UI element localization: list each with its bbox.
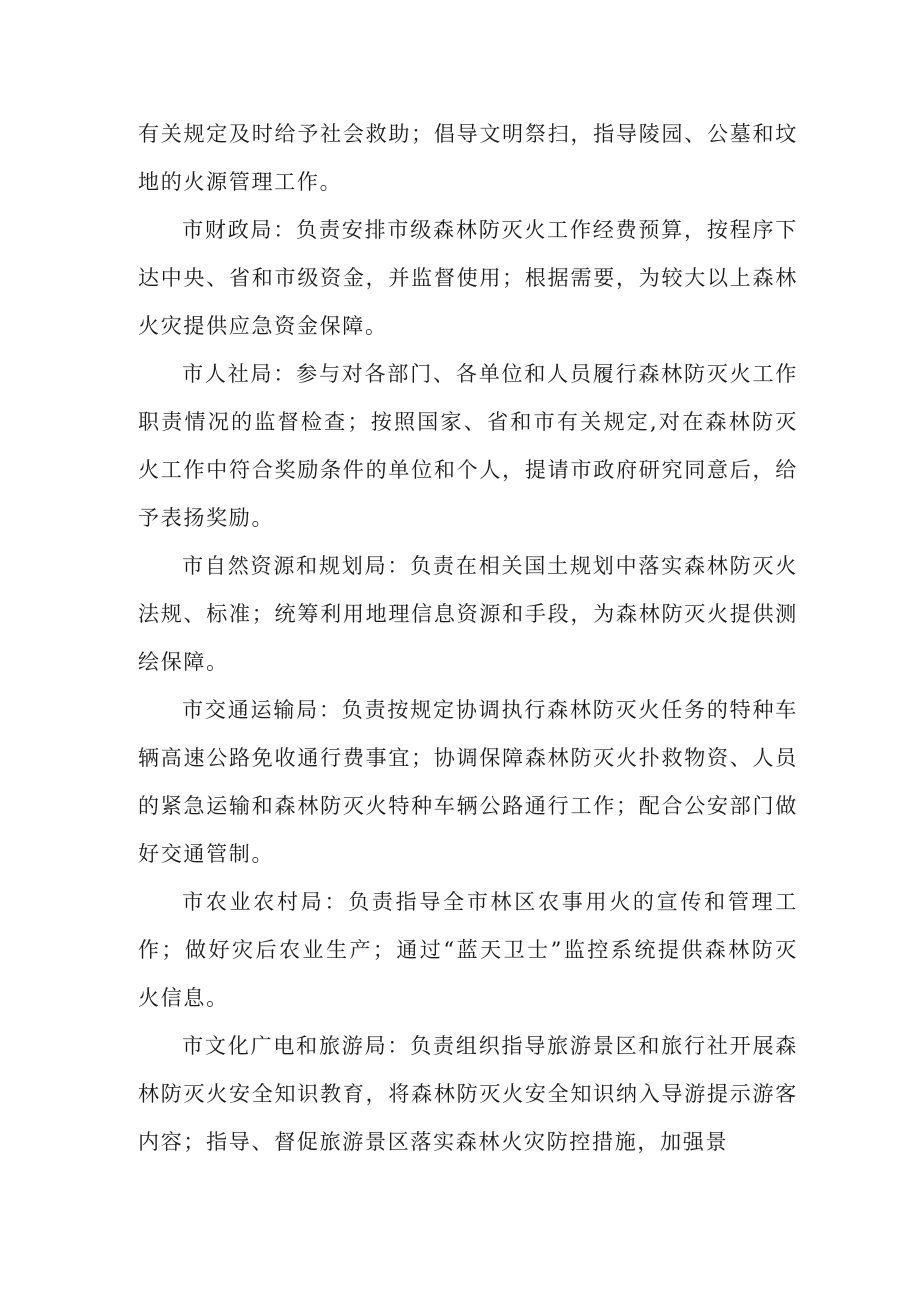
paragraph-human-resources-bureau: 市人社局：参与对各部门、各单位和人员履行森林防灭火工作职责情况的监督检查；按照国家、省和市有关规定,对在森林防灭火工作中符合奖励条件的单位和个人，提请市政府研究同意后，给予表扬奖励。	[138, 362, 798, 530]
paragraph-culture-tourism-bureau: 市文化广电和旅游局：负责组织指导旅游景区和旅行社开展森林防灭火安全知识教育，将森林防灭火安全知识纳入导游提示游客内容；指导、督促旅游景区落实森林火灾防控措施，加强景	[138, 1034, 798, 1154]
paragraph-natural-resources-bureau: 市自然资源和规划局：负责在相关国土规划中落实森林防灭火法规、标准；统筹利用地理信息资源和手段，为森林防灭火提供测绘保障。	[138, 554, 798, 674]
paragraph-finance-bureau: 市财政局：负责安排市级森林防灭火工作经费预算，按程序下达中央、省和市级资金，并监督使用；根据需要，为较大以上森林火灾提供应急资金保障。	[138, 218, 798, 338]
paragraph-civil-affairs-continued: 有关规定及时给予社会救助；倡导文明祭扫，指导陵园、公墓和坟地的火源管理工作。	[138, 122, 798, 194]
paragraph-agriculture-bureau: 市农业农村局：负责指导全市林区农事用火的宣传和管理工作；做好灾后农业生产；通过“蓝天卫士”监控系统提供森林防灭火信息。	[138, 890, 798, 1010]
paragraph-transport-bureau: 市交通运输局：负责按规定协调执行森林防灭火任务的特种车辆高速公路免收通行费事宜；协调保障森林防灭火扑救物资、人员的紧急运输和森林防灭火特种车辆公路通行工作；配合公安部门做好交通管制。	[138, 698, 798, 866]
document-body	[138, 110, 798, 1166]
